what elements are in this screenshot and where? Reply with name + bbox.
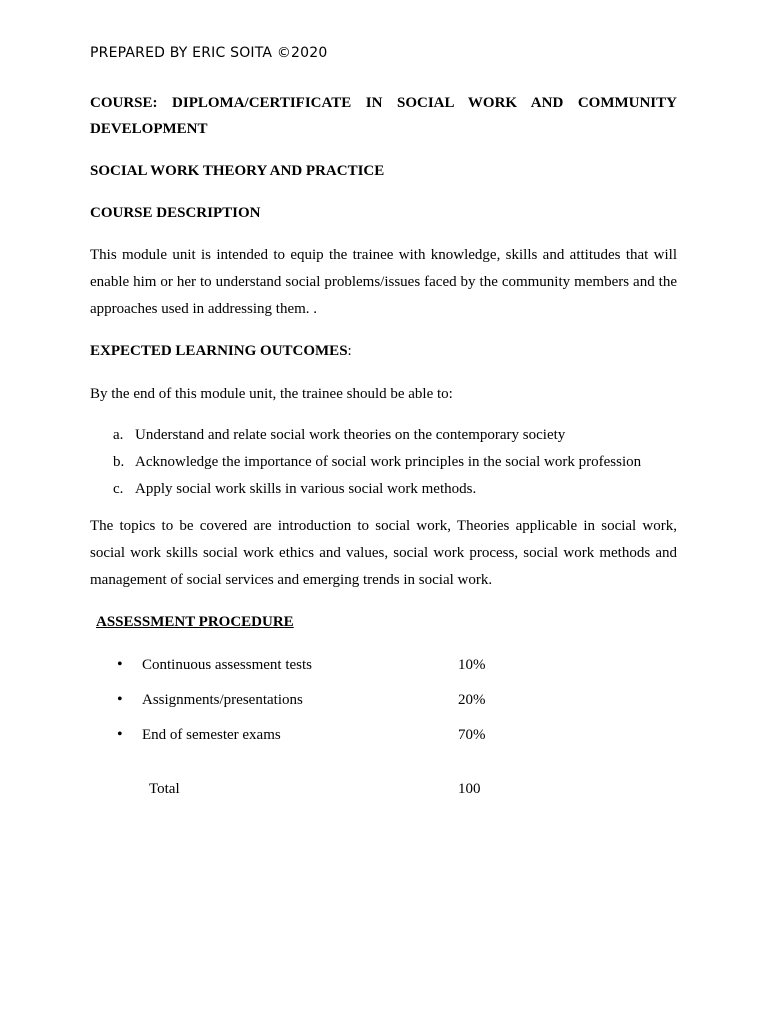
assessment-value: 70% [458,727,486,743]
bullet-icon: • [117,691,123,708]
subject-title: SOCIAL WORK THEORY AND PRACTICE [90,163,385,179]
assessment-value: 20% [458,692,486,708]
assessment-value: 10% [458,657,486,673]
topics-text: The topics to be covered are introduction to social work, Theories applicable in social work, social work skills social work ethics and values, social work process, social work methods and management of social services and emerging trends in social work. [90,518,677,588]
outcomes-list [90,424,677,505]
description-heading: COURSE DESCRIPTION [90,205,261,221]
outcomes-heading-colon: : [347,343,352,359]
total-value: 100 [458,781,481,797]
list-marker: c. [113,481,124,497]
assessment-row [90,689,677,711]
assessment-label: End of semester exams [142,727,281,743]
list-item-text: Understand and relate social work theories on the contemporary society [135,427,566,443]
list-item [90,424,677,451]
assessment-label: Continuous assessment tests [142,657,313,673]
total-label: Total [149,781,180,797]
assessment-total-row [90,778,677,800]
list-marker: b. [113,454,125,470]
description-text: This module unit is intended to equip the trainee with knowledge, skills and attitudes that will enable him or her to understand social problems/issues faced by the community members and the approaches used in addressing them. . [90,247,677,317]
list-item-text: Apply social work skills in various social work methods. [135,481,477,497]
bullet-icon: • [117,726,123,743]
list-item [90,478,677,505]
outcomes-heading: EXPECTED LEARNING OUTCOMES [90,343,348,359]
assessment-heading: ASSESSMENT PROCEDURE [96,614,294,630]
assessment-label: Assignments/presentations [142,692,303,708]
prepared-by-header: PREPARED BY ERIC SOITA ©2020 [90,45,328,61]
list-marker: a. [113,427,124,443]
assessment-row [90,724,677,746]
list-item-text: Acknowledge the importance of social work principles in the social work profession [135,454,642,470]
outcomes-heading-line [90,340,677,362]
bullet-icon: • [117,656,123,673]
list-item [90,451,677,478]
course-title: COURSE: DIPLOMA/CERTIFICATE IN SOCIAL WORK AND COMMUNITY DEVELOPMENT [90,95,677,137]
assessment-row [90,654,677,676]
outcomes-intro: By the end of this module unit, the trainee should be able to: [90,386,453,402]
